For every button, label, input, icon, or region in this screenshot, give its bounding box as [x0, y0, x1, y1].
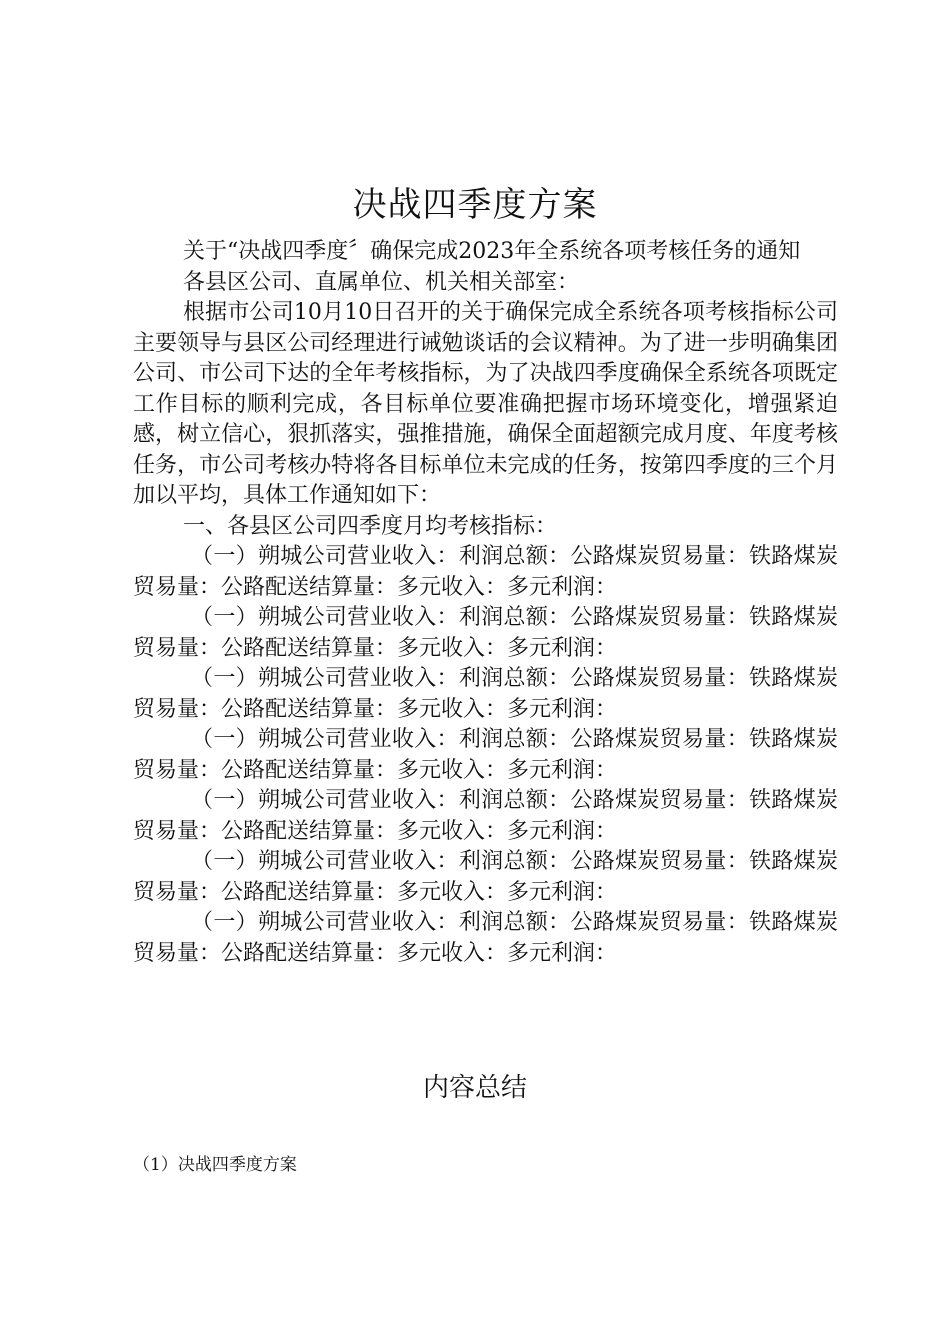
- main-paragraph: 根据市公司10月10日召开的关于确保完成全系统各项考核指标公司主要领导与县区公司经理进行诫勉谈话的会议精神。为了进一步明确集团公司、市公司下达的全年考核指标，为了决战四季度确保全系统各项既定工作目标的顺利完成，各目标单位要准确把握市场环境变化，增强紧迫感，树立信心，狠抓落实，强推措施，确保全面超额完成月度、年度考核任务，市公司考核办特将各目标单位未完成的任务，按第四季度的三个月加以平均，具体工作通知如下：: [133, 300, 838, 508]
- indicator-item: （一）朔城公司营业收入：利润总额：公路煤炭贸易量：铁路煤炭贸易量：公路配送结算量：多元收入：多元利润：: [133, 544, 838, 600]
- notice-heading-paragraph: 关于“决战四季度〞确保完成2023年全系统各项考核任务的通知: [183, 239, 801, 264]
- summary-item: （1）决战四季度方案: [133, 1155, 297, 1175]
- addressee-paragraph: 各县区公司、直属单位、机关相关部室：: [183, 269, 580, 295]
- indicator-item: （一）朔城公司营业收入：利润总额：公路煤炭贸易量：铁路煤炭贸易量：公路配送结算量：多元收入：多元利润：: [133, 605, 838, 661]
- section-heading-paragraph: 一、各县区公司四季度月均考核指标：: [183, 513, 558, 539]
- indicator-item: （一）朔城公司营业收入：利润总额：公路煤炭贸易量：铁路煤炭贸易量：公路配送结算量：多元收入：多元利润：: [133, 849, 838, 905]
- document-title: 决战四季度方案: [352, 185, 598, 225]
- summary-heading: 内容总结: [422, 1073, 527, 1103]
- indicator-item: （一）朔城公司营业收入：利润总额：公路煤炭贸易量：铁路煤炭贸易量：公路配送结算量：多元收入：多元利润：: [133, 666, 838, 722]
- indicator-item: （一）朔城公司营业收入：利润总额：公路煤炭贸易量：铁路煤炭贸易量：公路配送结算量：多元收入：多元利润：: [133, 910, 838, 966]
- document-body: [133, 237, 838, 969]
- indicator-item: （一）朔城公司营业收入：利润总额：公路煤炭贸易量：铁路煤炭贸易量：公路配送结算量：多元收入：多元利润：: [133, 727, 838, 783]
- indicator-item: （一）朔城公司营业收入：利润总额：公路煤炭贸易量：铁路煤炭贸易量：公路配送结算量：多元收入：多元利润：: [133, 788, 838, 844]
